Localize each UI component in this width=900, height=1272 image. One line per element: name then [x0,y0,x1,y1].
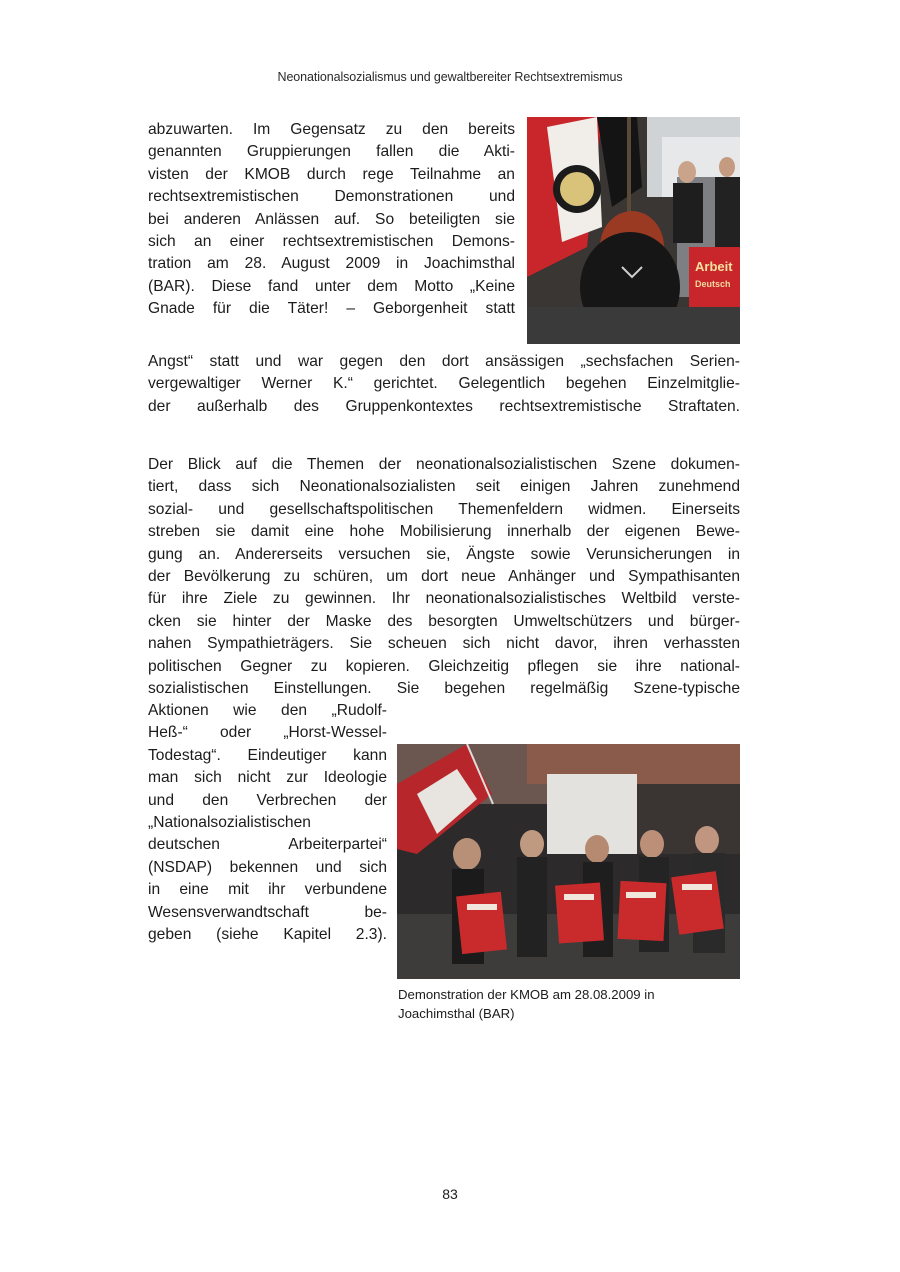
text-line: vergewaltiger Werner K.“ gerichtet. Gelegentlich begehen Einzelmitglie- [148,375,740,393]
text-line: gung an. Andererseits versuchen sie, Ängste sowie Verunsicherungen in [148,545,740,563]
text-line: der außerhalb des Gruppenkontextes rechtsextremistische Straftaten. [148,397,740,415]
text-line: (NSDAP) bekennen und sich [148,858,387,876]
text-line: der Bevölkerung zu schüren, um dort neue Anhänger und Sympathisanten [148,567,740,585]
text-line: „Nationalsozialistischen [148,813,311,831]
text-line: Aktionen wie den „Rudolf- [148,702,387,719]
text-line: Todestag“. Eindeutiger kann [148,746,387,764]
text-line: Gnade für die Täter! – Geborgenheit statt [148,300,515,318]
paragraph-1 [148,119,515,321]
text-line: politischen Gegner zu kopieren. Gleichzeitig pflegen sie ihre national- [148,657,740,675]
text-line: für ihre Ziele zu gewinnen. Ihr neonationalsozialistisches Weltbild verste- [148,590,740,608]
text-line: rechtsextremistischen Demonstrationen und [148,188,515,206]
text-line: tration am 28. August 2009 in Joachimsthal [148,255,515,273]
text-line: cken sie hinter der Maske des besorgten Umweltschützers und bürger- [148,612,740,630]
figure-caption [398,986,743,1023]
text-line: und den Verbrechen der [148,791,387,809]
text-line: deutschen Arbeiterpartei“ [148,836,387,854]
paragraph-1-continued [148,351,740,418]
text-line: man sich nicht zur Ideologie [148,769,387,787]
caption-line: Demonstration der KMOB am 28.08.2009 in [398,987,655,1002]
text-line: nahen Sympathieträgers. Sie scheuen sich nicht davor, ihren verhassten [148,635,740,653]
text-line: Der Blick auf die Themen der neonationalsozialistischen Szene dokumen- [148,456,740,473]
text-line: geben (siehe Kapitel 2.3). [148,925,387,943]
text-line: (BAR). Diese fand unter dem Motto „Keine [148,277,515,295]
caption-line: Joachimsthal (BAR) [398,1005,515,1021]
demonstration-photo-top [527,117,740,344]
text-line: sozialistischen Einstellungen. Sie begehen regelmäßig Szene-typische [148,679,740,697]
text-line: tiert, dass sich Neonationalsozialisten seit einigen Jahren zunehmend [148,478,740,496]
text-line: visten der KMOB durch rege Teilnahme an [148,165,515,183]
text-line: bei anderen Anlässen auf. So beteiligten sie [148,210,515,228]
text-line: Heß-“ oder „Horst-Wessel- [148,724,387,742]
banner-text-arbeit: Arbeit [695,259,733,274]
text-line: genannten Gruppierungen fallen die Akti- [148,143,515,161]
text-line: Angst“ statt und war gegen den dort ansässigen „sechsfachen Serien- [148,353,740,370]
text-line: in eine mit ihr verbundene [148,881,387,899]
paragraph-2 [148,454,740,700]
text-line: sich an einer rechtsextremistischen Demons- [148,232,515,250]
text-line: streben sie damit eine hohe Mobilisierung innerhalb der eigenen Bewe- [148,523,740,541]
text-line: sozial- und gesellschaftspolitischen Themenfeldern widmen. Einerseits [148,500,740,518]
paragraph-2-side-column [148,700,387,946]
text-line: Wesensverwandtschaft be- [148,903,387,921]
demonstration-photo-bottom [397,744,740,979]
text-line: abzuwarten. Im Gegensatz zu den bereits [148,121,515,138]
page-number: 83 [442,1186,458,1202]
banner-text-deutsch: Deutsch [695,279,731,289]
running-header: Neonationalsozialismus und gewaltbereiter Rechtsextremismus [277,70,623,84]
